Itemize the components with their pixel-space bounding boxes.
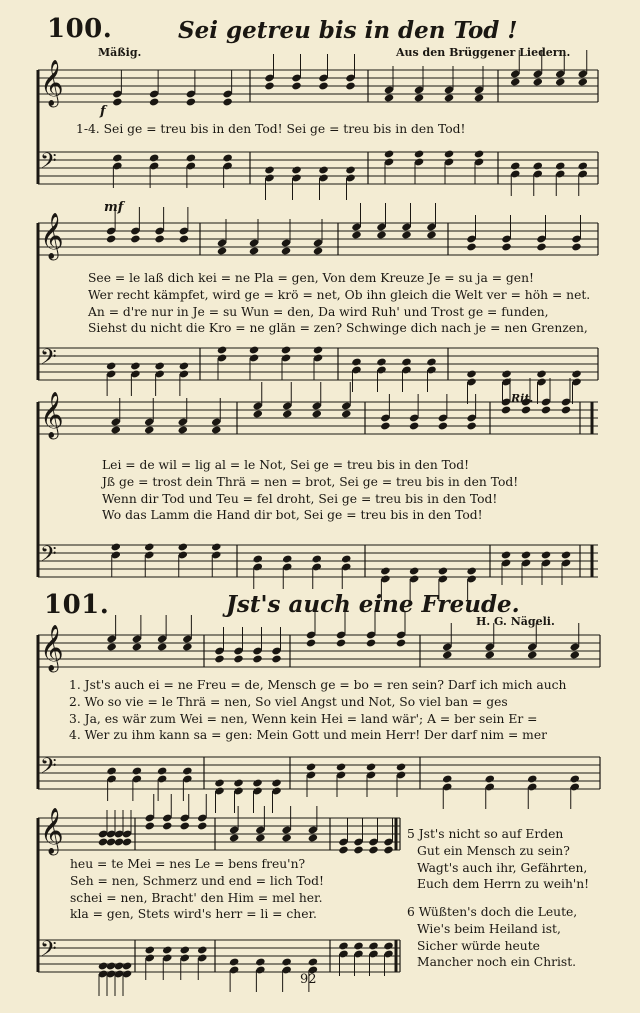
- notehead: [222, 97, 232, 106]
- notehead: [157, 642, 167, 651]
- notehead: [122, 837, 132, 846]
- notehead: [98, 961, 108, 970]
- hymn-101-stanza-5: [407, 826, 589, 893]
- notehead: [338, 845, 348, 854]
- hymn-100-title: Sei getreu bis in den Tod !: [178, 17, 518, 44]
- verse-line: Wo das Lamm die Hand dir bot, Sei ge = treu bis in den Tod!: [102, 508, 483, 523]
- notehead: [533, 161, 543, 170]
- notehead: [536, 369, 546, 378]
- notehead: [264, 81, 274, 90]
- notehead: [144, 542, 154, 551]
- notehead: [271, 654, 281, 663]
- notehead: [442, 650, 452, 659]
- notehead: [426, 230, 436, 239]
- stanza-line: 5 Jst's nicht so auf Erden: [407, 827, 564, 841]
- notehead: [345, 81, 355, 90]
- notehead: [249, 246, 259, 255]
- stanza-line: Sicher würde heute: [417, 938, 540, 953]
- notehead: [233, 654, 243, 663]
- notehead: [214, 778, 224, 787]
- notehead: [162, 945, 172, 954]
- notehead: [182, 642, 192, 651]
- verse-line: Wer recht kämpfet, wird ge = krö = net, Ob ihn gleich die Welt ver = höh = net.: [88, 287, 591, 302]
- notehead: [264, 165, 274, 174]
- notehead: [555, 77, 565, 86]
- notehead: [114, 837, 124, 846]
- notehead: [368, 941, 378, 950]
- notehead: [106, 642, 116, 651]
- treble-clef-icon: 𝄞: [40, 808, 64, 854]
- hymn-101-verses-b: [70, 856, 324, 923]
- notehead: [466, 242, 476, 251]
- notehead: [144, 425, 154, 434]
- verse-line: heu = te Mei = nes Le = bens freu'n?: [70, 857, 306, 871]
- notehead: [521, 550, 531, 559]
- stanza-line: Gut ein Mensch zu sein?: [417, 843, 570, 858]
- notehead: [409, 421, 419, 430]
- notehead: [112, 97, 122, 106]
- hymn-100-tempo: Mäßig.: [98, 46, 142, 59]
- verse-line: schei = nen, Bracht' den Him = mel her.: [70, 890, 323, 905]
- notehead: [555, 161, 565, 170]
- notehead: [112, 153, 122, 162]
- hymn-101-stanza-6: [407, 904, 577, 971]
- notehead: [282, 554, 292, 563]
- notehead: [149, 153, 159, 162]
- notehead: [179, 361, 189, 370]
- notehead: [376, 357, 386, 366]
- notehead: [414, 93, 424, 102]
- notehead: [114, 961, 124, 970]
- notehead: [111, 425, 121, 434]
- notehead: [561, 405, 571, 414]
- treble-clef-icon: 𝄞: [40, 213, 64, 259]
- notehead: [438, 566, 448, 575]
- notehead: [438, 421, 448, 430]
- notehead: [409, 566, 419, 575]
- notehead: [255, 957, 265, 966]
- hymn-100-verses-a: [88, 270, 590, 337]
- bass-clef-icon: 𝄢: [40, 542, 57, 572]
- notehead: [211, 425, 221, 434]
- notehead: [501, 550, 511, 559]
- notehead: [252, 778, 262, 787]
- notehead: [353, 845, 363, 854]
- notehead: [401, 230, 411, 239]
- stanza-line: Mancher noch ein Christ.: [417, 955, 577, 970]
- verse-line: An = d're nur in Je = su Wun = den, Da wird Ruh' und Trost ge = funden,: [88, 304, 549, 319]
- notehead: [308, 833, 318, 842]
- notehead: [229, 833, 239, 842]
- page-number: 92: [300, 972, 317, 987]
- notehead: [338, 941, 348, 950]
- notehead: [578, 77, 588, 86]
- notehead: [527, 650, 537, 659]
- hymn-101-composer: H. G. Nägeli.: [476, 615, 555, 628]
- notehead: [401, 357, 411, 366]
- notehead: [578, 161, 588, 170]
- treble-clef-icon: 𝄞: [40, 625, 64, 671]
- notehead: [536, 242, 546, 251]
- notehead: [474, 93, 484, 102]
- notehead: [178, 542, 188, 551]
- verse-line: Jß ge = trost dein Thrä = nen = brot, Sei ge = treu bis in den Tod!: [102, 474, 519, 489]
- notehead: [366, 762, 376, 771]
- notehead: [106, 961, 116, 970]
- notehead: [510, 161, 520, 170]
- notehead: [217, 246, 227, 255]
- notehead: [282, 409, 292, 418]
- notehead: [466, 566, 476, 575]
- bass-clef-icon: 𝄢: [40, 754, 57, 784]
- notehead: [312, 554, 322, 563]
- verse-line: 1. Jst's auch ei = ne Freu = de, Mensch ge = bo = ren sein? Darf ich mich auch: [69, 678, 567, 692]
- notehead: [180, 945, 190, 954]
- notehead: [281, 246, 291, 255]
- notehead: [501, 405, 511, 414]
- notehead: [336, 762, 346, 771]
- notehead: [154, 361, 164, 370]
- notehead: [383, 941, 393, 950]
- notehead: [521, 405, 531, 414]
- notehead: [501, 242, 511, 251]
- notehead: [178, 425, 188, 434]
- notehead: [341, 554, 351, 563]
- treble-clef-icon: 𝄞: [40, 392, 64, 438]
- notehead: [466, 421, 476, 430]
- notehead: [380, 421, 390, 430]
- notehead: [442, 774, 452, 783]
- notehead: [253, 554, 263, 563]
- verse-line: Siehst du nicht die Kro = ne glän = zen? Schwinge dich nach je = nen Grenzen,: [88, 321, 588, 336]
- notehead: [485, 650, 495, 659]
- notehead: [474, 149, 484, 158]
- notehead: [376, 230, 386, 239]
- notehead: [233, 778, 243, 787]
- notehead: [527, 774, 537, 783]
- notehead: [145, 945, 155, 954]
- verse-line: See = le laß dich kei = ne Pla = gen, Von dem Kreuze Je = su ja = gen!: [88, 271, 534, 285]
- notehead: [384, 93, 394, 102]
- notehead: [571, 369, 581, 378]
- notehead: [318, 165, 328, 174]
- notehead: [291, 81, 301, 90]
- notehead: [366, 638, 376, 647]
- bass-clef-icon: 𝄢: [40, 937, 57, 967]
- notehead: [197, 821, 207, 830]
- notehead: [345, 165, 355, 174]
- notehead: [132, 642, 142, 651]
- notehead: [308, 957, 318, 966]
- notehead: [351, 230, 361, 239]
- notehead: [162, 821, 172, 830]
- notehead: [466, 369, 476, 378]
- notehead: [106, 361, 116, 370]
- notehead: [396, 638, 406, 647]
- notehead: [351, 357, 361, 366]
- hymn-100-lyric-line-1: 1-4. Sei ge = treu bis in den Tod! Sei ge = treu bis in den Tod!: [76, 122, 466, 136]
- ritardando-mark: Rit.: [511, 392, 534, 405]
- notehead: [217, 345, 227, 354]
- notehead: [98, 837, 108, 846]
- notehead: [130, 361, 140, 370]
- notehead: [570, 650, 580, 659]
- notehead: [570, 774, 580, 783]
- bass-clef-icon: 𝄢: [40, 345, 57, 375]
- verse-line: Wenn dir Tod und Teu = fel droht, Sei ge = treu bis in den Tod!: [102, 491, 498, 506]
- hymn-101-number: 101.: [44, 590, 110, 620]
- stanza-line: Wie's beim Heiland ist,: [417, 921, 561, 936]
- notehead: [571, 242, 581, 251]
- notehead: [318, 81, 328, 90]
- notehead: [281, 345, 291, 354]
- notehead: [106, 837, 116, 846]
- notehead: [312, 409, 322, 418]
- treble-clef-icon: 𝄞: [40, 60, 64, 106]
- verse-line: 4. Wer zu ihm kann sa = gen: Mein Gott und mein Herr! Der darf nim = mer: [69, 728, 547, 743]
- notehead: [253, 409, 263, 418]
- verse-line: 3. Ja, es wär zum Wei = nen, Wenn kein Hei = land wär'; A = ber sein Er =: [69, 711, 538, 726]
- notehead: [313, 345, 323, 354]
- notehead: [132, 766, 142, 775]
- notehead: [111, 542, 121, 551]
- notehead: [122, 961, 132, 970]
- notehead: [541, 405, 551, 414]
- notehead: [179, 234, 189, 243]
- verse-line: 2. Wo so vie = le Thrä = nen, So viel Angst und Not, So viel ban = ges: [69, 694, 508, 709]
- notehead: [384, 149, 394, 158]
- notehead: [444, 149, 454, 158]
- hymn-100-verses-b: [102, 457, 518, 524]
- verse-line: kla = gen, Stets wird's herr = li = cher.: [70, 907, 317, 922]
- notehead: [306, 638, 316, 647]
- notehead: [444, 93, 454, 102]
- notehead: [229, 957, 239, 966]
- notehead: [485, 774, 495, 783]
- notehead: [414, 149, 424, 158]
- notehead: [149, 97, 159, 106]
- stanza-line: Euch dem Herrn zu weih'n!: [417, 877, 590, 892]
- notehead: [186, 153, 196, 162]
- verse-line: Lei = de wil = lig al = le Not, Sei ge = treu bis in den Tod!: [102, 458, 470, 472]
- dynamic-forte: f: [100, 104, 106, 119]
- notehead: [383, 845, 393, 854]
- notehead: [396, 762, 406, 771]
- notehead: [106, 234, 116, 243]
- notehead: [501, 369, 511, 378]
- notehead: [341, 409, 351, 418]
- notehead: [252, 654, 262, 663]
- notehead: [426, 357, 436, 366]
- notehead: [154, 234, 164, 243]
- notehead: [291, 165, 301, 174]
- notehead: [145, 821, 155, 830]
- stanza-line: Wagt's auch ihr, Gefährten,: [417, 860, 588, 875]
- notehead: [533, 77, 543, 86]
- notehead: [106, 766, 116, 775]
- notehead: [182, 766, 192, 775]
- notehead: [306, 762, 316, 771]
- notehead: [541, 550, 551, 559]
- notehead: [510, 77, 520, 86]
- notehead: [157, 766, 167, 775]
- notehead: [281, 833, 291, 842]
- notehead: [380, 566, 390, 575]
- notehead: [222, 153, 232, 162]
- notehead: [249, 345, 259, 354]
- hymn-101-verses-a: [69, 677, 566, 744]
- notehead: [197, 945, 207, 954]
- notehead: [180, 821, 190, 830]
- stanza-line: 6 Wüßten's doch die Leute,: [407, 905, 578, 919]
- notehead: [211, 542, 221, 551]
- notehead: [281, 957, 291, 966]
- notehead: [271, 778, 281, 787]
- notehead: [368, 845, 378, 854]
- notehead: [561, 550, 571, 559]
- notehead: [255, 833, 265, 842]
- dynamic-mezzoforte: mf: [104, 200, 124, 215]
- hymn-100-number: 100.: [47, 14, 113, 44]
- notehead: [130, 234, 140, 243]
- notehead: [336, 638, 346, 647]
- notehead: [214, 654, 224, 663]
- hymn-101-title: Jst's auch eine Freude.: [226, 591, 520, 618]
- bass-clef-icon: 𝄢: [40, 149, 57, 179]
- notehead: [313, 246, 323, 255]
- notehead: [186, 97, 196, 106]
- notehead: [353, 941, 363, 950]
- hymn-100-source: Aus den Brüggener Liedern.: [396, 46, 571, 59]
- verse-line: Seh = nen, Schmerz und end = lich Tod!: [70, 873, 324, 888]
